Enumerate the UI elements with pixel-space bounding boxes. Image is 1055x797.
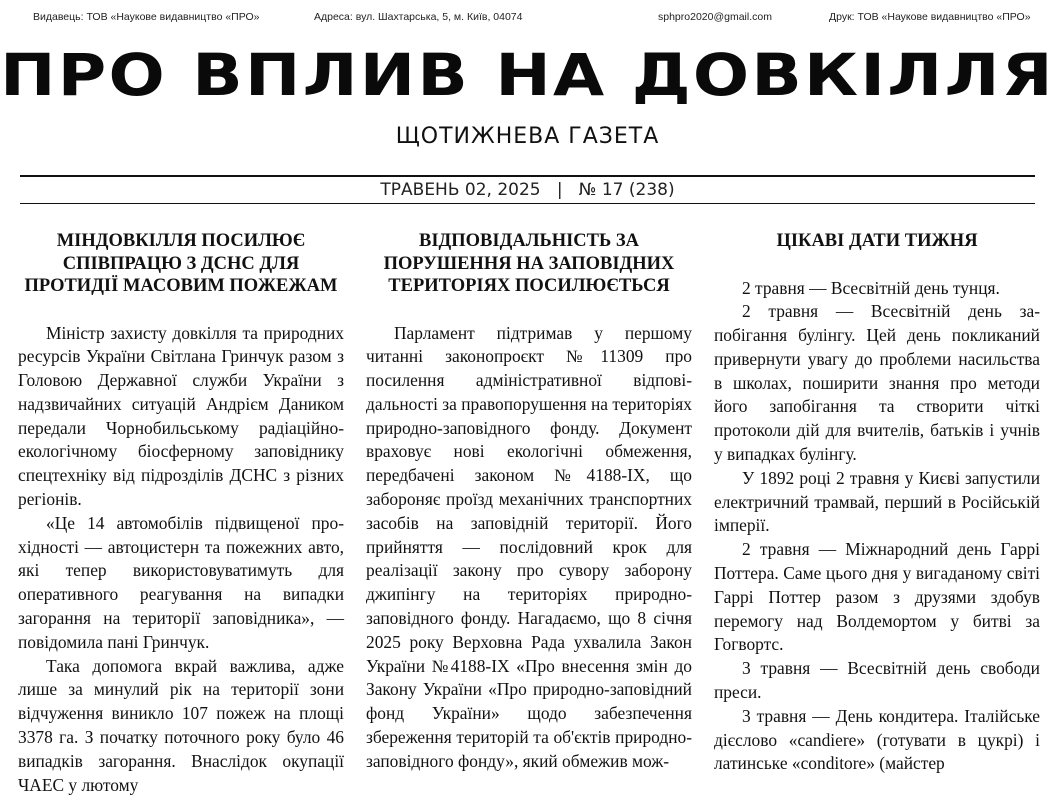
article-column-3: [714, 226, 1040, 776]
imprint-bar: [0, 11, 1055, 25]
newspaper-title: ПРО ВПЛИВ НА ДОВКІЛЛЯ: [0, 41, 1055, 109]
article-paragraph: 2 травня — Всесвітній день запобігання булінгу. Цей день покликаний привернути увагу до проблеми насильства в школах, поширити знання про методи його запобігання та створити чіткі протоколи дій для вчителів, батьків і учнів у випадках булінгу.: [714, 301, 1040, 465]
article-column-1: [18, 226, 344, 797]
top-divider: [20, 175, 1035, 177]
article-column-2: [366, 226, 692, 774]
article-paragraph: 2 травня — Міжнародний день Гаррі Поттера. Саме цього дня у вигаданому світі Гаррі Поттер разом з друзями здобув перемогу над Волдемортом у битві за Гогвортс.: [714, 539, 1040, 655]
article-headline: МІНДОВКІЛЛЯ ПОСИЛЮЄ СПІВПРАЦЮ З ДСНС ДЛЯ ПРОТИДІЇ МАСОВИМ ПОЖЕЖАМ: [24, 231, 338, 296]
article-paragraph: 3 травня — День кондитера. Італійське дієслово «candiere» (готувати в цукрі) і латинське «conditore» (майстер: [714, 705, 1040, 774]
email-text: sphpro2020@gmail.com: [658, 11, 772, 23]
newspaper-subtitle: ЩОТИЖНЕВА ГАЗЕТА: [395, 124, 660, 149]
address-text: Адреса: вул. Шахтарська, 5, м. Київ, 04074: [314, 11, 523, 23]
issue-dateline: ТРАВЕНЬ 02, 2025 | № 17 (238): [380, 180, 675, 200]
article-paragraph: «Це 14 автомобілів підвищеної прохідності — автоцистерн та пожежних авто, які тепер використовуватимуть для оперативного реагування на випадки загорання на території заповідника», — повідомила пані Гринчук.: [18, 512, 344, 652]
article-paragraph: 3 травня — Всесвітній день свободи преси.: [714, 658, 1040, 703]
article-paragraph: Така допомога вкрай важлива, адже лише за минулий рік на території зони відчуження виникло 107 пожеж на площі 3378 га. З початку поточного року було 46 випадків загорання. Внаслідок окупації ЧАЕС у лютому: [18, 655, 344, 795]
article-headline: ВІДПОВІДАЛЬНІСТЬ ЗА ПОРУШЕННЯ НА ЗАПОВІДНИХ ТЕРИТОРІЯХ ПОСИЛЮЄТЬСЯ: [383, 231, 675, 296]
article-paragraph: Міністр захисту довкілля та природних ресурсів України Світлана Гринчук разом з Головою Державної служби України з надзвичайних ситуацій Андрієм Даником передали Чорнобильському радіаційно-екологічному біосферному заповіднику спецтехніку від підрозділів ДСНС з різних регіонів.: [18, 322, 344, 510]
article-paragraph: Парламент підтримав у першому читанні законопроєкт №11309 про посилення адміністративної відповідальності за правопорушення на територіях природно-заповідного фонду. Документ враховує нові екологічні обмеження, передбачені законом №4188-IX, що забороняє проїзд механічних транспортних засобів на заповідній території. Його прийняття — послідовний крок для реалізації закону про суворy заборону джипінгу на територіях природно-заповідного фонду. Нагадаємо, що 8 січня 2025 року Верховна Рада ухвалила Закон України №4188-IX «Про внесення змін до Закону України «Про природно-заповідний фонд України» щодо забезпечення збереження територій та об'єктів природно-заповідного фонду», який обмежив мож-: [366, 322, 692, 771]
bottom-divider: [20, 203, 1035, 204]
publisher-text: Видавець: ТОВ «Наукове видавництво «ПРО»: [33, 11, 260, 23]
article-headline: ЦІКАВІ ДАТИ ТИЖНЯ: [776, 231, 978, 251]
article-paragraph: У 1892 році 2 травня у Києві запустили електричний трамвай, перший в Російській імперії.: [714, 467, 1040, 536]
article-paragraph: 2 травня — Всесвітній день тунця.: [742, 277, 1000, 298]
printer-text: Друк: ТОВ «Наукове видавництво «ПРО»: [829, 11, 1031, 23]
